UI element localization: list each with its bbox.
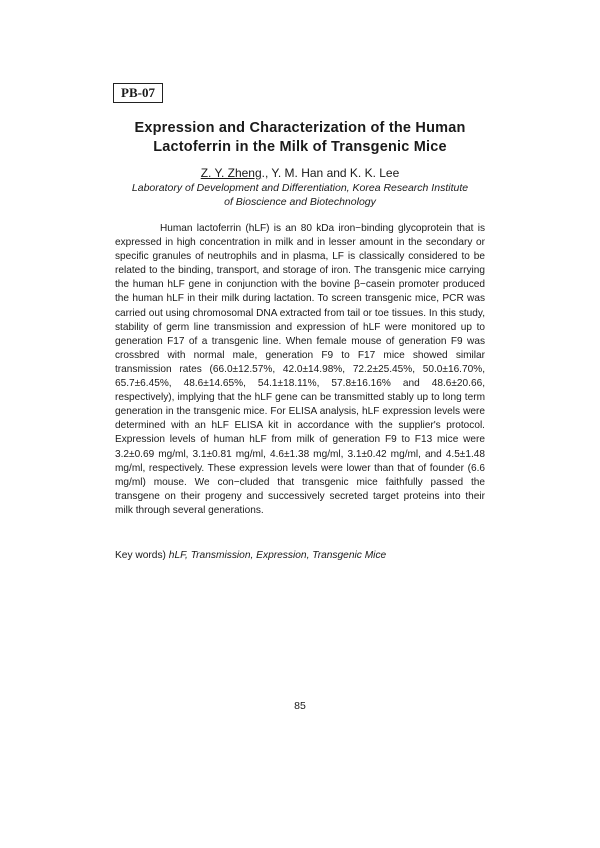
- abstract-code: PB-07: [121, 85, 155, 100]
- affiliation-line-1: Laboratory of Development and Differentiation, Korea Research Institute: [131, 182, 469, 194]
- title-line-2: Lactoferrin in the Milk of Transgenic Mice: [153, 139, 447, 155]
- affiliation-line-2: of Bioscience and Biotechnology: [224, 196, 376, 208]
- author-list: [60, 165, 540, 181]
- presenting-author: Z. Y. Zheng: [200, 166, 262, 180]
- co-authors: ., Y. M. Han and K. K. Lee: [261, 166, 400, 180]
- keywords: [115, 549, 485, 563]
- affiliation: [60, 181, 540, 209]
- abstract-body: Human lactoferrin (hLF) is an 80 kDa iron−binding glycoprotein that is expressed in high concentration in milk and in lesser amount in the secondary or specific granules of neutrophils and in plasma, LF is classically considered to be related to the binding, transport, and storage of iron. The transgenic mice carrying the human hLF gene in conjunction with the bovine β−casein promoter produced the human hLF in their milk during lactation. To screen transgenic mice, PCR was carried out using chromosomal DNA extracted from tail or toe tissues. In this study, stability of germ line transmission and expression of hLF were monitored up to generation F17 of a transgenic line. When female mouse of generation F9 was crossbred with normal male, generation F9 to F17 mice showed similar transmission rates (66.0±12.57%, 42.0±14.98%, 72.2±25.45%, 50.0±16.70%, 65.7±6.45%, 48.6±14.65%, 54.1±18.11%, 57.8±16.16% and 48.6±20.66, respectively), implying that the hLF gene can be transmitted stably up to long term generation in the transgenic mice. For ELISA analysis, hLF expression levels were determined with an hLF ELISA kit in accordance with the supplier's protocol. Expression levels of human hLF from milk of generation F9 to F13 mice were 3.2±0.69 mg/ml, 3.1±0.81 mg/ml, 4.6±1.38 mg/ml, 3.1±0.42 mg/ml, and 4.5±1.48 mg/ml, respectively. These expression levels were lower than that of founder (6.6 mg/ml) mouse. We con−cluded that transgenic mice faithfully passed the transgene on their progeny and successively secreted target proteins into their milk through several generations.: [115, 223, 485, 516]
- paper-title: [60, 119, 540, 157]
- page-number: 85: [294, 700, 306, 712]
- keywords-values: hLF, Transmission, Expression, Transgenic Mice: [168, 550, 387, 561]
- abstract-code-box: [113, 83, 163, 103]
- title-line-1: Expression and Characterization of the Human: [134, 120, 466, 136]
- keywords-label: Key words): [115, 550, 166, 561]
